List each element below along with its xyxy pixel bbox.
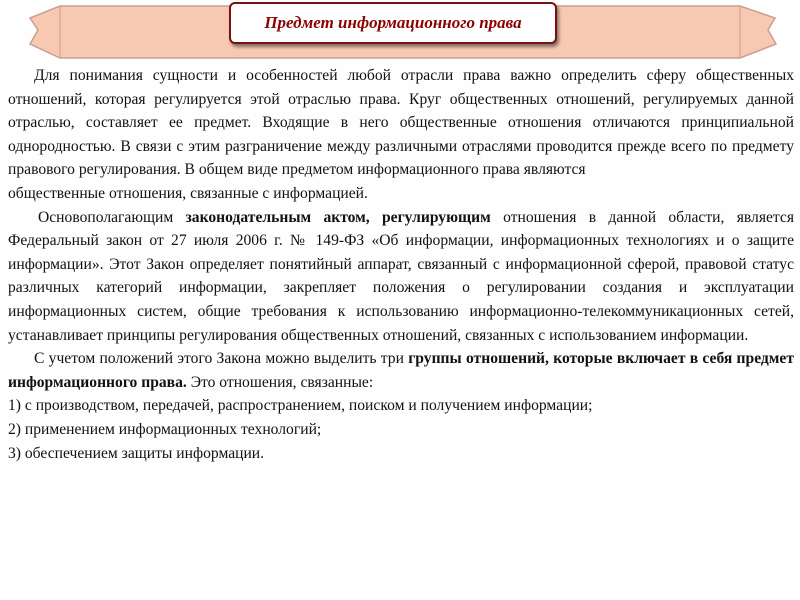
title-box <box>229 2 557 44</box>
paragraph-3-start: С учетом положений этого Закона можно выделить три <box>34 350 404 368</box>
paragraph-1 <box>8 64 794 206</box>
document-body <box>8 64 794 465</box>
paragraph-1-text: Для понимания сущности и особенностей любой отрасли права важно определить сферу общественных отношений, которая регулируется этой отраслью права. Круг общественных отношений, регулируемых данной отраслью, составляет ее предмет. Входящие в него общественные отношения отличаются принципиальной однородностью. В связи с этим разграничение между различными отраслями проводится прежде всего по предмету правового регулирования. В общем виде предметом информационного права являются <box>8 67 794 179</box>
list-item: 3) обеспечением защиты информации. <box>8 444 265 462</box>
paragraph-3-rest: Это отношения, связанные: <box>190 373 374 391</box>
title-banner <box>0 0 800 64</box>
paragraph-3 <box>8 347 794 394</box>
list-item: 1) с производством, передачей, распространением, поиском и получением информации; <box>8 397 593 415</box>
paragraph-2-rest: отношения в данной области, является Федеральный закон от 27 июля 2006 г. № 149-ФЗ «Об информации, информационных технологиях и о защите информации». Этот Закон определяет понятийный аппарат, связанный с информационной сферой, правовой статус различных категорий информации, закрепляет положения о регулировании создания и эксплуатации информационных систем, общие требования к использованию информационно-телекоммуникационных сетей, устанавливает принципы регулирования общественных отношений, связанных с использованием информации. <box>8 208 795 344</box>
paragraph-3-bold: группы отношений, которые включает в себя предмет информационного права. <box>8 350 795 391</box>
paragraph-2-start: Основополагающим <box>38 208 174 226</box>
paragraph-1-end: общественные отношения, связанные с информацией. <box>8 184 368 202</box>
paragraph-2 <box>8 206 794 348</box>
paragraph-2-bold: законодательным актом, регулирующим <box>185 208 491 226</box>
page-title: Предмет информационного права <box>264 13 522 32</box>
list-item: 2) применением информационных технологий; <box>8 420 322 438</box>
